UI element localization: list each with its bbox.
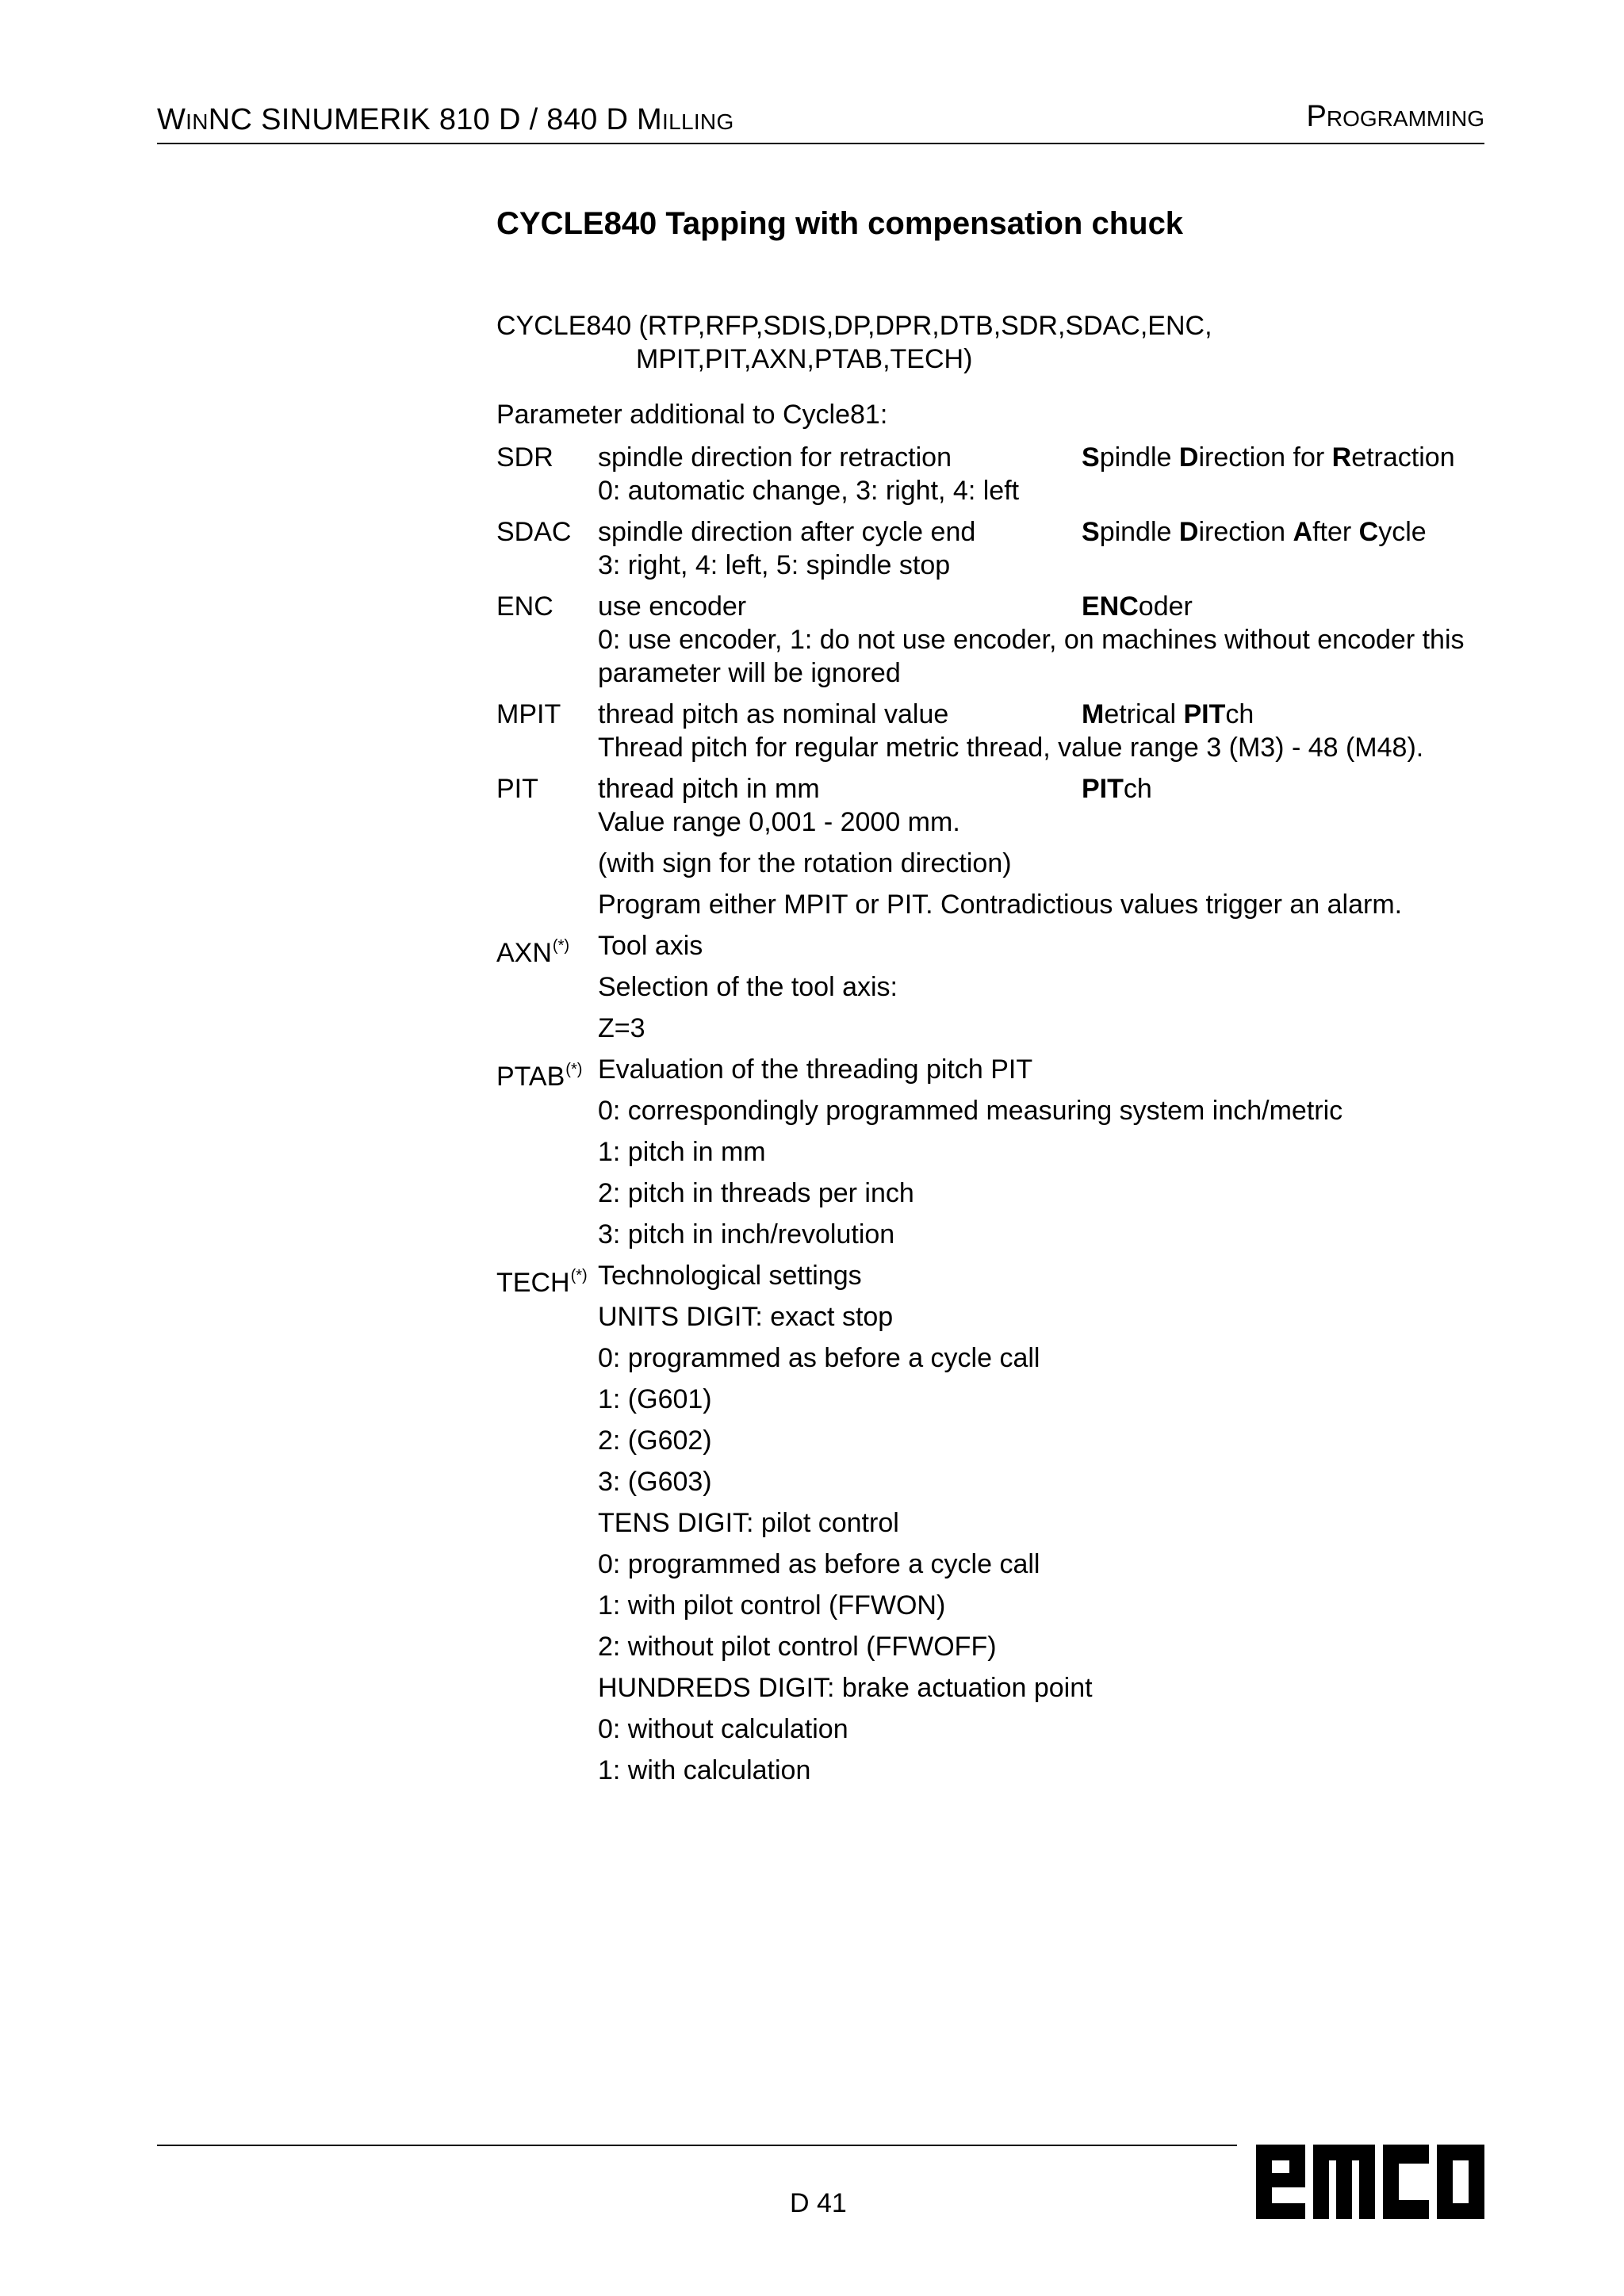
param-detail: Thread pitch for regular metric thread, value range 3 (M3) - 48 (M48).: [598, 733, 1424, 763]
param-footnote-mark: (*): [565, 1061, 583, 1078]
syntax-line-1: CYCLE840 (RTP,RFP,SDIS,DP,DPR,DTB,SDR,SDAC,ENC,: [496, 311, 1212, 341]
param-detail: 2: pitch in threads per inch: [598, 1178, 914, 1208]
param-description: thread pitch in mm: [598, 774, 820, 804]
param-enc: [496, 590, 1488, 690]
param-detail: Tool axis: [598, 931, 703, 961]
param-detail: 3: right, 4: left, 5: spindle stop: [598, 550, 951, 580]
abbr-initial: R: [1331, 442, 1352, 473]
param-description: thread pitch as nominal value: [598, 699, 949, 729]
param-name: [496, 929, 598, 1045]
param-detail: 2: without pilot control (FFWOFF): [598, 1632, 997, 1662]
abbr-initial: PIT: [1082, 774, 1124, 804]
syntax-line-2: MPIT,PIT,AXN,PTAB,TECH): [636, 344, 973, 374]
page-title: CYCLE840 Tapping with compensation chuck: [496, 206, 1184, 241]
cycle-syntax: [496, 309, 1488, 376]
param-description: use encoder: [598, 591, 747, 622]
abbr-initial: M: [1082, 699, 1105, 729]
param-description: spindle direction after cycle end: [598, 517, 976, 547]
param-name-text: AXN: [496, 938, 552, 968]
param-pit: [496, 772, 1488, 921]
param-detail: HUNDREDS DIGIT: brake actuation point: [598, 1673, 1093, 1703]
abbr-initial: PIT: [1183, 699, 1226, 729]
header-title-w: W: [157, 103, 186, 136]
abbr-initial: S: [1082, 442, 1100, 473]
param-abbreviation: PITch: [1082, 774, 1152, 804]
param-detail: parameter will be ignored: [598, 658, 901, 688]
abbr-initial: A: [1293, 517, 1313, 547]
abbr-initial: D: [1178, 442, 1199, 473]
document-header-section: [1307, 100, 1484, 134]
param-detail: Z=3: [598, 1013, 645, 1043]
document-body: [496, 309, 1488, 1795]
param-axn: [496, 929, 1488, 1045]
emco-logo-graphic: [1256, 2145, 1484, 2219]
header-divider: [157, 143, 1484, 144]
param-tech: [496, 1259, 1488, 1787]
param-detail: 1: (G601): [598, 1384, 712, 1414]
param-name-text: PTAB: [496, 1062, 565, 1092]
header-section-p: P: [1306, 100, 1327, 133]
param-detail: Evaluation of the threading pitch PIT: [598, 1054, 1033, 1085]
param-detail: 1: with pilot control (FFWON): [598, 1590, 946, 1621]
param-detail: 0: automatic change, 3: right, 4: left: [598, 476, 1020, 506]
param-name: MPIT: [496, 699, 561, 729]
param-name: SDAC: [496, 517, 572, 547]
param-sdr: [496, 441, 1488, 507]
header-title-mid: NC SINUMERIK 810 D / 840 D M: [208, 103, 663, 136]
param-detail: 3: (G603): [598, 1467, 712, 1497]
abbr-initial: ENC: [1082, 591, 1139, 622]
param-detail: Program either MPIT or PIT. Contradictious values trigger an alarm.: [598, 890, 1403, 920]
param-abbreviation: Metrical PITch: [1082, 699, 1254, 729]
param-detail: 3: pitch in inch/revolution: [598, 1219, 895, 1249]
param-detail: 1: with calculation: [598, 1755, 811, 1785]
param-abbreviation: Spindle Direction for Retraction: [1082, 442, 1455, 473]
emco-logo: [1256, 2145, 1484, 2223]
param-lines: [598, 929, 1488, 1045]
param-footnote-mark: (*): [570, 1267, 588, 1284]
param-detail: 2: (G602): [598, 1425, 712, 1456]
document-header-title: [157, 103, 734, 137]
param-detail: 0: programmed as before a cycle call: [598, 1343, 1040, 1373]
param-lines: [598, 1259, 1488, 1787]
param-detail: 0: without calculation: [598, 1714, 848, 1744]
param-ptab: [496, 1053, 1488, 1251]
param-detail: 0: use encoder, 1: do not use encoder, on machines without encoder this: [598, 625, 1465, 655]
param-detail: 1: pitch in mm: [598, 1137, 766, 1167]
param-footnote-mark: (*): [552, 937, 570, 955]
param-detail: Technological settings: [598, 1261, 862, 1291]
param-name: [496, 1259, 598, 1787]
param-detail: Value range 0,001 - 2000 mm.: [598, 807, 960, 837]
param-abbreviation: Spindle Direction After Cycle: [1082, 517, 1427, 547]
param-detail: UNITS DIGIT: exact stop: [598, 1302, 894, 1332]
param-sdac: [496, 515, 1488, 582]
param-name-text: TECH: [496, 1268, 570, 1298]
header-section-rest: ROGRAMMING: [1326, 106, 1484, 131]
param-detail: (with sign for the rotation direction): [598, 848, 1012, 878]
header-title-in: IN: [186, 109, 209, 134]
parameter-intro: Parameter additional to Cycle81:: [496, 400, 888, 430]
param-detail: 0: programmed as before a cycle call: [598, 1549, 1040, 1579]
param-name: PIT: [496, 774, 538, 804]
param-description: spindle direction for retraction: [598, 442, 952, 473]
param-name: [496, 1053, 598, 1251]
param-name: SDR: [496, 442, 553, 473]
param-lines: [598, 1053, 1488, 1251]
header-title-illing: ILLING: [662, 109, 734, 134]
param-detail: TENS DIGIT: pilot control: [598, 1508, 899, 1538]
parameter-list: [496, 441, 1488, 1787]
page-number: D 41: [790, 2188, 847, 2218]
param-name: ENC: [496, 591, 553, 622]
param-detail: Selection of the tool axis:: [598, 972, 898, 1002]
param-abbreviation: ENCoder: [1082, 591, 1193, 622]
abbr-initial: C: [1358, 517, 1379, 547]
footer-divider: [157, 2145, 1237, 2146]
param-mpit: [496, 698, 1488, 764]
param-detail: 0: correspondingly programmed measuring system inch/metric: [598, 1096, 1343, 1126]
abbr-initial: S: [1082, 517, 1100, 547]
abbr-initial: D: [1178, 517, 1199, 547]
